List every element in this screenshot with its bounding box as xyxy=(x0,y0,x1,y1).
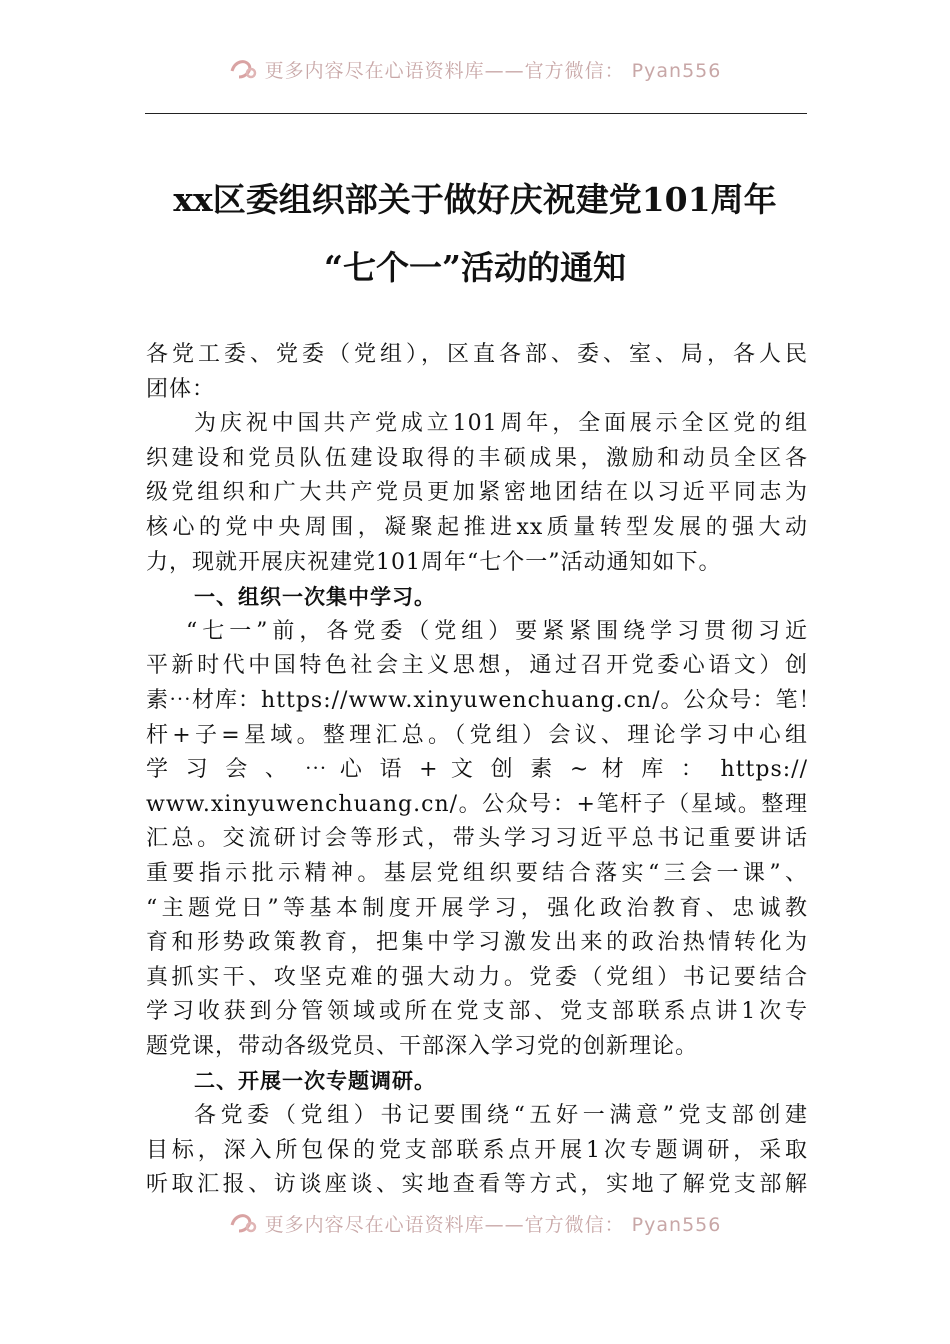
body-text-line: 核心的党中央周围，凝聚起推进xx质量转型发展的强大动 xyxy=(146,514,808,540)
document-body xyxy=(146,338,822,1203)
body-text-line: 重要指示批示精神。基层党组织要结合落实“三会一课”、 xyxy=(146,860,808,886)
body-text-line: 力，现就开展庆祝建党101周年“七个一”活动通知如下。 xyxy=(146,549,722,575)
body-text-line: “主题党日”等基本制度开展学习，强化政治教育、忠诚教 xyxy=(146,895,808,921)
body-text-line: 听取汇报、访谈座谈、实地查看等方式，实地了解党支部解 xyxy=(146,1172,808,1198)
body-text-line: 各党委（党组）书记要围绕“五好一满意”党支部创建 xyxy=(194,1103,808,1129)
body-text-line: 汇总。交流研讨会等形式，带头学习习近平总书记重要讲话 xyxy=(146,826,808,852)
watermark-text: 更多内容尽在心语资料库——官方微信： Pyan556 xyxy=(264,59,722,82)
body-text-line: 织建设和党员队伍建设取得的丰硕成果，激励和动员全区各 xyxy=(146,445,808,471)
document-title-line-2: “七个一”活动的通知 xyxy=(324,248,626,287)
body-text-line: 平新时代中国特色社会主义思想，通过召开党委心语文）创 xyxy=(146,653,808,679)
body-text-line: 素⋯材库：https://www.xinyuwenchuang.cn/。公众号：笔！ xyxy=(146,687,822,713)
body-text-line: 真抓实干、攻坚克难的强大动力。党委（党组）书记要结合 xyxy=(146,964,808,990)
body-text-line: www.xinyuwenchuang.cn/。公众号：+笔杆子（星域。整理 xyxy=(146,791,808,817)
body-text-line: 学 习 会 、 ⋯ 心 语 + 文 创 素 ~ 材 库 ： https:// xyxy=(146,757,808,783)
watermark-text: 更多内容尽在心语资料库——官方微信： Pyan556 xyxy=(264,1213,722,1236)
body-text-line: 杆+子=星域。整理汇总。（党组）会议、理论学习中心组 xyxy=(146,722,808,748)
body-text-line: 级党组织和广大共产党员更加紧密地团结在以习近平同志为 xyxy=(146,480,808,506)
watermark-logo-icon xyxy=(229,1211,259,1235)
body-text-line: 题党课，带动各级党员、干部深入学习党的创新理论。 xyxy=(146,1033,699,1059)
watermark-logo-icon xyxy=(229,57,259,81)
body-text-line: 学习收获到分管领域或所在党支部、党支部联系点讲1次专 xyxy=(146,999,808,1025)
body-text-line: 各党工委、党委（党组），区直各部、委、室、局，各人民 xyxy=(146,342,808,367)
body-text-line: 目标，深入所包保的党支部联系点开展1次专题调研，采取 xyxy=(146,1137,808,1163)
header-rule xyxy=(145,113,807,114)
document-title-line-1: xx区委组织部关于做好庆祝建党101周年 xyxy=(173,180,777,219)
body-text-line: 育和形势政策教育，把集中学习激发出来的政治热情转化为 xyxy=(146,930,808,956)
section-heading: 一、组织一次集中学习。 xyxy=(194,585,436,610)
watermark-top xyxy=(0,54,950,84)
watermark-bottom xyxy=(0,1208,950,1238)
body-text-line: 团体： xyxy=(146,376,216,402)
section-heading: 二、开展一次专题调研。 xyxy=(194,1069,436,1094)
body-text-line: “七一”前，各党委（党组）要紧紧围绕学习贯彻习近 xyxy=(186,618,808,644)
body-text-line: 为庆祝中国共产党成立101周年，全面展示全区党的组 xyxy=(194,411,808,437)
